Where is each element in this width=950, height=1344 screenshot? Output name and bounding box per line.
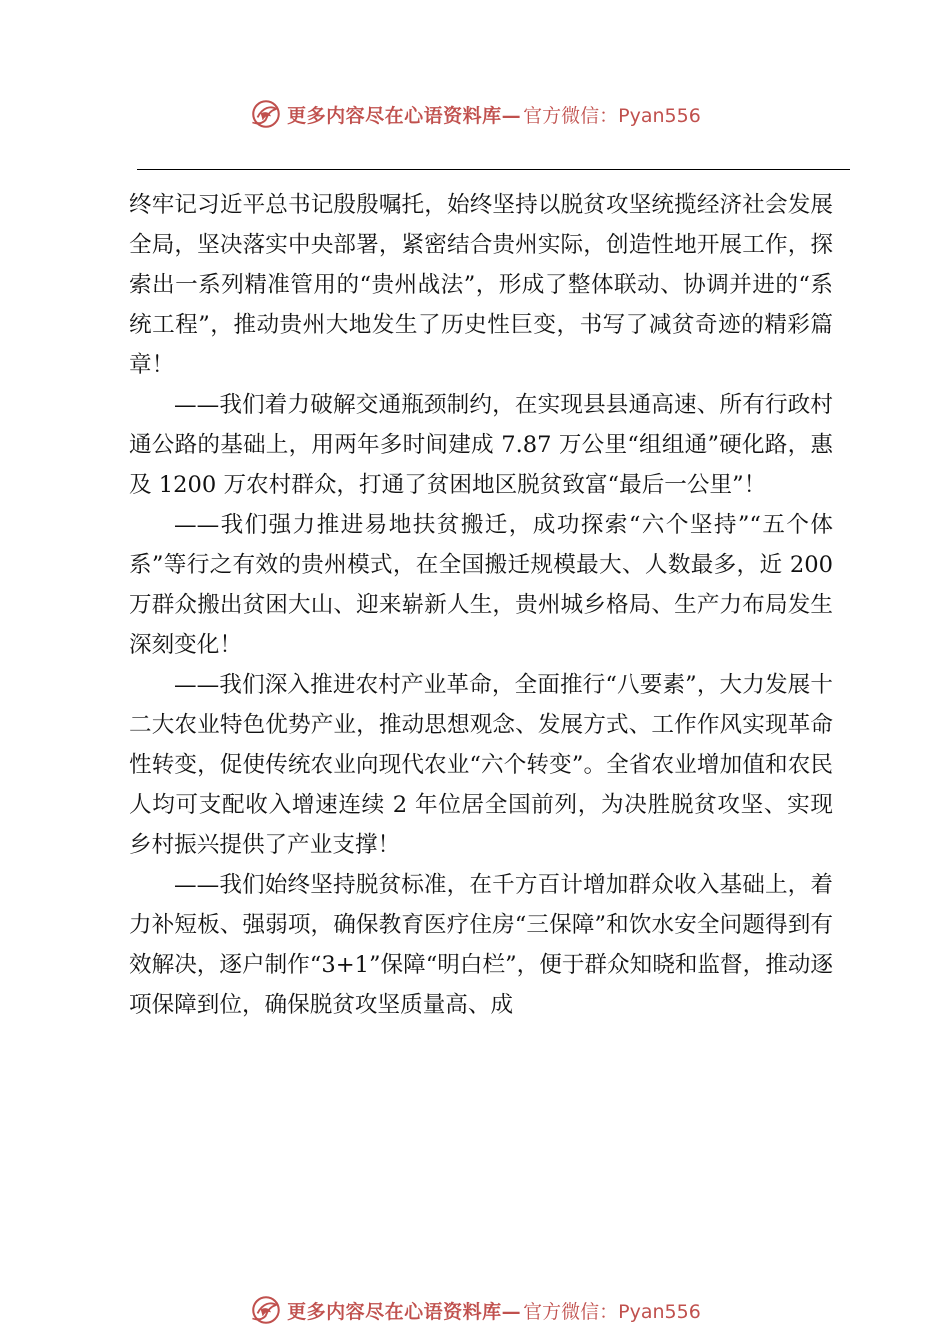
rose-logo-icon: [249, 1293, 283, 1327]
banner-contact: 官方微信：Pyan556: [523, 104, 701, 127]
header-banner: [0, 94, 950, 134]
header-divider: [137, 169, 850, 170]
paragraph-continued: 终牢记习近平总书记殷殷嘱托，始终坚持以脱贫攻坚统揽经济社会发展全局，坚决落实中央部署，紧密结合贵州实际，创造性地开展工作，探索出一系列精准管用的“贵州战法”，形成了整体联动、协调并进的“系统工程”，推动贵州大地发生了历史性巨变，书写了减贫奇迹的精彩篇章！: [129, 192, 833, 378]
rose-logo-icon: [249, 97, 283, 131]
banner-contact: 官方微信：Pyan556: [523, 1300, 701, 1323]
paragraph-transport: ——我们着力破解交通瓶颈制约，在实现县县通高速、所有行政村通公路的基础上，用两年多时间建成 7.87 万公里“组组通”硬化路，惠及 1200 万农村群众，打通了贫困地区脱贫致富“最后一公里”！: [129, 392, 833, 498]
paragraph-relocation: ——我们强力推进易地扶贫搬迁，成功探索“六个坚持”“五个体系”等行之有效的贵州模式，在全国搬迁规模最大、人数最多，近 200 万群众搬出贫困大山、迎来崭新人生，贵州城乡格局、生产力布局发生深刻变化！: [129, 512, 833, 658]
footer-banner: [0, 1290, 950, 1330]
paragraph-standards: ——我们始终坚持脱贫标准，在千方百计增加群众收入基础上，着力补短板、强弱项，确保教育医疗住房“三保障”和饮水安全问题得到有效解决，逐户制作“3+1”保障“明白栏”，便于群众知晓和监督，推动逐项保障到位，确保脱贫攻坚质量高、成: [129, 872, 833, 1018]
banner-title: 更多内容尽在心语资料库—: [287, 104, 522, 127]
paragraph-industry: ——我们深入推进农村产业革命，全面推行“八要素”，大力发展十二大农业特色优势产业，推动思想观念、发展方式、工作作风实现革命性转变，促使传统农业向现代农业“六个转变”。全省农业增加值和农民人均可支配收入增速连续 2 年位居全国前列，为决胜脱贫攻坚、实现乡村振兴提供了产业支撑！: [129, 672, 833, 858]
document-body: [129, 185, 833, 1025]
banner-title: 更多内容尽在心语资料库—: [287, 1300, 522, 1323]
